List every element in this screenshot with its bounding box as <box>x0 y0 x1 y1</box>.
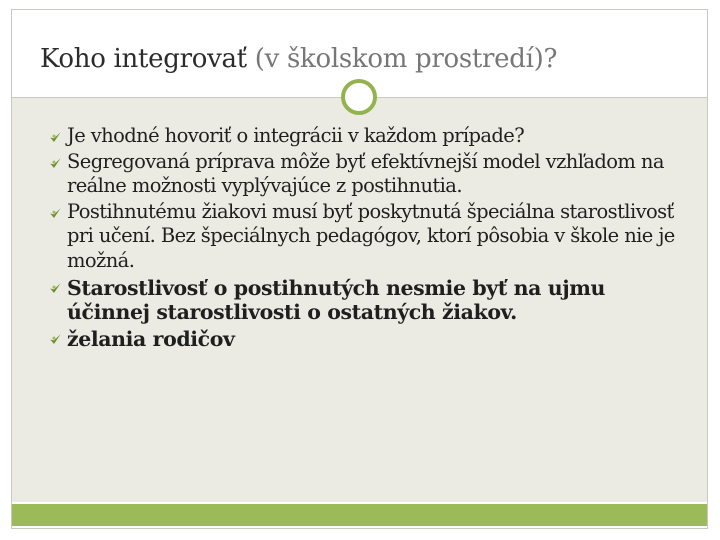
bullet-item <box>48 200 688 274</box>
slide-title-main: Koho integrovať <box>40 44 247 74</box>
bullet-item <box>48 124 688 149</box>
bullet-text: želania rodičov <box>67 327 235 351</box>
checkmark-diamond-icon <box>48 206 62 220</box>
bullet-item <box>48 276 688 324</box>
slide-title <box>40 44 557 74</box>
bullet-text: Postihnutému žiakovi musí byť poskytnutá špeciálna starostlivosť pri učení. Bez špeciálnych pedagógov, ktorí pôsobia v škole nie je možná. <box>67 199 675 272</box>
bullet-item <box>48 327 688 351</box>
checkmark-diamond-icon <box>48 281 62 295</box>
slide-title-sub: (v školskom prostredí)? <box>254 44 558 74</box>
checkmark-diamond-icon <box>48 156 62 170</box>
title-divider-left <box>12 97 341 98</box>
footer-accent-bar <box>12 504 707 526</box>
bullet-text: Segregovaná príprava môže byť efektívnejší model vzhľadom na reálne možnosti vyplývajúce z postihnutia. <box>67 149 664 197</box>
checkmark-diamond-icon <box>48 130 62 144</box>
bullet-text: Je vhodné hovoriť o integrácii v každom prípade? <box>67 124 525 147</box>
checkmark-diamond-icon <box>48 332 62 346</box>
bullet-text: Starostlivosť o postihnutých nesmie byť na ujmu účinnej starostlivosti o ostatných žiakov. <box>67 276 606 324</box>
bullet-list <box>48 124 688 352</box>
ring-ornament-icon <box>341 79 377 115</box>
bullet-item <box>48 150 688 199</box>
title-divider-right <box>377 97 707 98</box>
